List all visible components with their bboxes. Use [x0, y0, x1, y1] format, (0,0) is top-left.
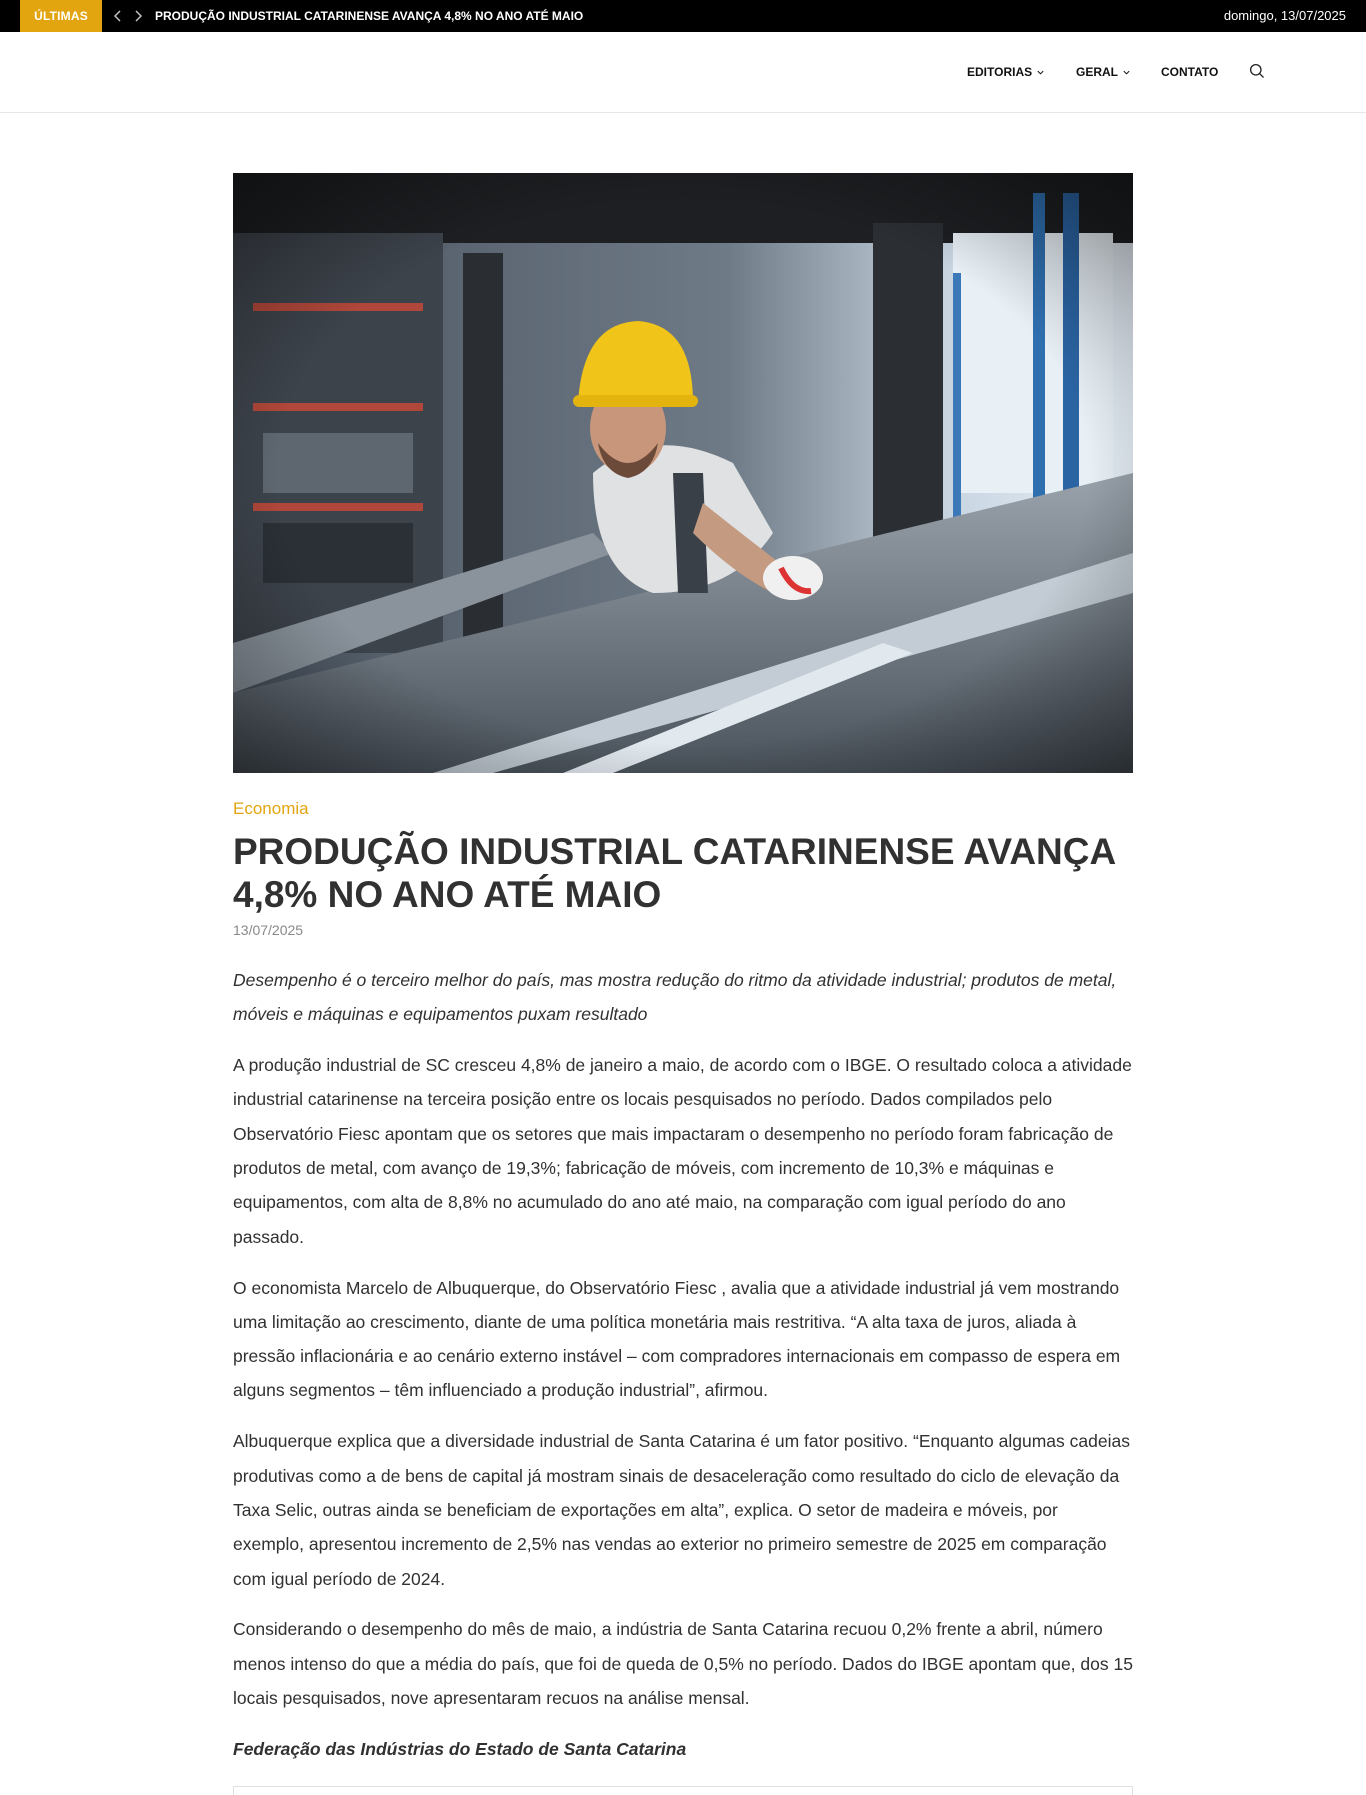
search-icon[interactable] — [1249, 63, 1267, 81]
chevron-left-icon[interactable] — [111, 9, 125, 23]
nav-item-editorias[interactable] — [967, 65, 1045, 79]
article-paragraph: A produção industrial de SC cresceu 4,8% de janeiro a maio, de acordo com o IBGE. O resultado coloca a atividade industrial catarinense na terceira posição entre os locais pesquisados no período. Dados compilados pelo Observatório Fiesc apontam que os setores que mais impactaram o desempenho no período foram fabricação de produtos de metal, com avanço de 19,3%; fabricação de móveis, com incremento de 10,3% e máquinas e equipamentos, com alta de 8,8% no acumulado do ano até maio, na comparação com igual período do ano passado. — [233, 1055, 1132, 1247]
chevron-down-icon — [1036, 68, 1045, 77]
ticker-headline-link[interactable]: PRODUÇÃO INDUSTRIAL CATARINENSE AVANÇA 4,8% NO ANO ATÉ MAIO — [155, 9, 584, 23]
related-box-border — [233, 1786, 1133, 1795]
nav-item-label: CONTATO — [1161, 65, 1219, 79]
nav-menu — [967, 32, 1045, 112]
article-paragraph: Considerando o desempenho do mês de maio, a indústria de Santa Catarina recuou 0,2% frente a abril, número menos intenso do que a média do país, que foi de queda de 0,5% no período. Dados do IBGE apontam que, dos 15 locais pesquisados, nove apresentaram recuos na análise mensal. — [233, 1619, 1133, 1709]
chevron-right-icon[interactable] — [131, 9, 145, 23]
article-paragraph: Albuquerque explica que a diversidade industrial de Santa Catarina é um fator positivo. “Enquanto algumas cadeias produtivas como a de bens de capital já mostram sinais de desaceleração como resultado do ciclo de elevação da Taxa Selic, outras ainda se beneficiam de exportações em alta”, explica. O setor de madeira e móveis, por exemplo, apresentou incremento de 2,5% nas vendas ao exterior no primeiro semestre de 2025 em comparação com igual período de 2024. — [233, 1431, 1130, 1589]
article-title: PRODUÇÃO INDUSTRIAL CATARINENSE AVANÇA 4,8% NO ANO ATÉ MAIO — [233, 831, 1115, 915]
article-category-link[interactable]: Economia — [233, 799, 309, 818]
chevron-down-icon — [1122, 68, 1131, 77]
nav-menu-2 — [1076, 32, 1131, 112]
nav-item-label: EDITORIAS — [967, 65, 1033, 79]
article-paragraph: O economista Marcelo de Albuquerque, do Observatório Fiesc , avalia que a atividade industrial já vem mostrando uma limitação ao crescimento, diante de uma política monetária mais restritiva. “A alta taxa de juros, aliada à pressão inflacionária e ao cenário externo instável – com compradores internacionais em compasso de espera em alguns segmentos – têm influenciado a produção industrial”, afirmou. — [233, 1277, 1121, 1401]
site-header — [0, 32, 1366, 113]
article-signature: Federação das Indústrias do Estado de Santa Catarina — [233, 1738, 687, 1759]
current-date: domingo, 13/07/2025 — [1223, 8, 1346, 23]
article-lead: Desempenho é o terceiro melhor do país, mas mostra redução do ritmo da atividade industrial; produtos de metal, móveis e máquinas e equipamentos puxam resultado — [233, 970, 1117, 1025]
nav-item-label: GERAL — [1076, 65, 1118, 79]
nav-menu-3 — [1161, 32, 1218, 112]
top-bar — [0, 0, 1366, 32]
nav-item-geral[interactable] — [1076, 65, 1131, 79]
article-body — [233, 963, 1133, 1783]
latest-news-badge: ÚLTIMAS — [20, 0, 102, 32]
article-date: 13/07/2025 — [233, 922, 304, 938]
nav-item-contato[interactable] — [1161, 65, 1218, 79]
article-featured-image — [233, 173, 1133, 773]
